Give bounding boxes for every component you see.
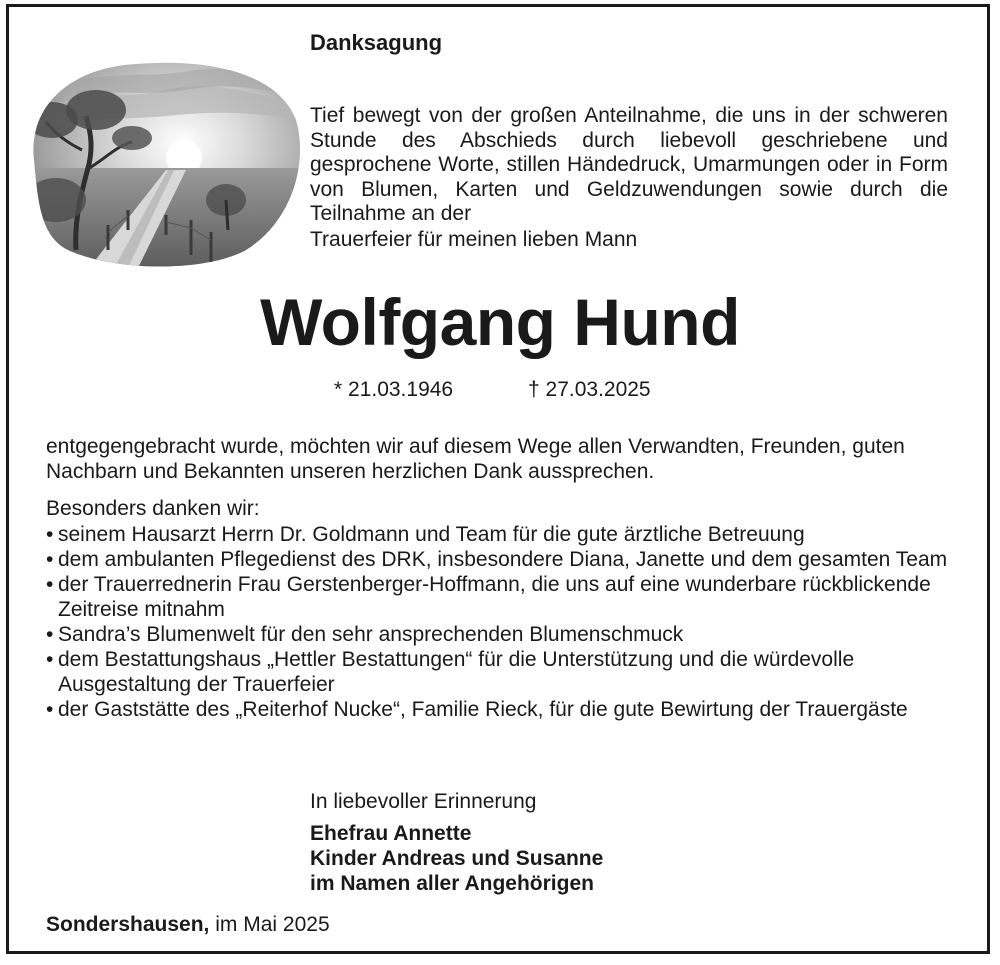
list-item [46, 622, 976, 647]
signer-line: Ehefrau Annette [310, 822, 472, 845]
list-item-text: dem Bestattungshaus „Hettler Bestattungen“ für die Unterstützung und die würdevolle Ausgestaltung der Trauerfeier [58, 648, 855, 696]
list-item [46, 547, 976, 572]
signer-line: Kinder Andreas und Susanne [310, 847, 604, 870]
birth-date: * 21.03.1946 [334, 378, 454, 401]
place-name: Sondershausen, [46, 913, 210, 936]
heading: Danksagung [310, 30, 443, 55]
list-item [46, 572, 976, 622]
bullet-icon: • [46, 523, 54, 546]
list-item-text: der Trauerrednerin Frau Gerstenberger-Hoffmann, die uns auf eine wunderbare rückblickende Zeitreise mitnahm [58, 573, 931, 621]
bullet-icon: • [46, 573, 54, 596]
place-date-line [46, 913, 330, 937]
sunset-landscape-illustration [16, 50, 302, 272]
deceased-name: Wolfgang Hund [260, 285, 740, 359]
thanks-paragraph: entgegengebracht wurde, möchten wir auf diesem Wege allen Verwandten, Freunden, guten Nachbarn und Bekannten unseren herzlichen Dank aussprechen. [46, 435, 905, 483]
signer-line: im Namen aller Angehörigen [310, 872, 594, 895]
bullet-icon: • [46, 698, 54, 721]
intro-paragraph: Tief bewegt von der großen Anteilnahme, die uns in der schweren Stunde des Abschieds durch liebevoll geschriebene und gesprochene Worte, stillen Händedruck, Umarmungen oder in Form von Blumen, Karten und Geldzuwendungen sowie durch die Teilnahme an der [310, 104, 948, 225]
list-item [46, 697, 976, 722]
date-text: im Mai 2025 [215, 913, 330, 936]
intro-last-line: Trauerfeier für meinen lieben Mann [310, 228, 638, 251]
list-item [46, 647, 976, 697]
memory-line: In liebevoller Erinnerung [310, 790, 537, 813]
death-date: † 27.03.2025 [528, 378, 651, 401]
list-item-text: der Gaststätte des „Reiterhof Nucke“, Familie Rieck, für die gute Bewirtung der Trauergäste [58, 698, 908, 721]
signers-block [310, 821, 603, 896]
special-thanks-list [46, 522, 976, 722]
special-thanks-label: Besonders danken wir: [46, 497, 260, 520]
bullet-icon: • [46, 548, 54, 571]
list-item-text: seinem Hausarzt Herrn Dr. Goldmann und Team für die gute ärztliche Betreuung [58, 523, 805, 546]
bullet-icon: • [46, 648, 54, 671]
list-item-text: dem ambulanten Pflegedienst des DRK, insbesondere Diana, Janette und dem gesamten Team [58, 548, 948, 571]
list-item [46, 522, 976, 547]
bullet-icon: • [46, 623, 54, 646]
list-item-text: Sandra’s Blumenwelt für den sehr ansprechenden Blumenschmuck [58, 623, 684, 646]
